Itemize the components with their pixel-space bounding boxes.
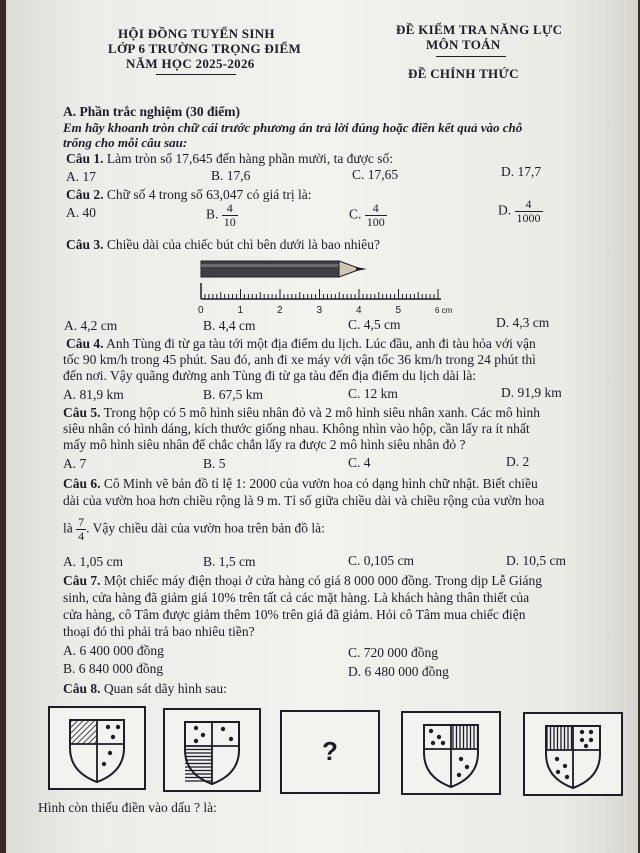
q2-d-num: 4	[515, 198, 543, 212]
q8-footer: Hình còn thiếu điền vào dấu ? là:	[38, 800, 217, 815]
school-year: NĂM HỌC 2025-2026	[126, 56, 255, 71]
q7-line-4: thoại đó thì phải trả bao nhiêu tiền?	[63, 624, 255, 639]
q3-body: Chiều dài của chiếc bút chì bên dưới là bao nhiêu?	[103, 237, 381, 252]
q1-label: Câu 1.	[66, 151, 104, 166]
q7-line-3: cửa hàng, cô Tâm được giảm thêm 10% trên giá đã giảm. Hỏi cô Tâm mua chiếc điện	[63, 607, 526, 622]
school-title: LỚP 6 TRƯỜNG TRỌNG ĐIỂM	[108, 41, 302, 56]
q2-option-d-letter: D.	[498, 202, 512, 218]
q3-option-d[interactable]: D. 4,3 cm	[496, 315, 550, 330]
q8-body: Quan sát dãy hình sau:	[100, 681, 227, 696]
shield-icon	[403, 713, 499, 793]
q2-option-c[interactable]	[349, 202, 387, 229]
q7-option-d[interactable]: D. 6 480 000 đồng	[348, 664, 449, 679]
q6-option-c[interactable]: C. 0,105 cm	[348, 553, 414, 568]
q6-line-2: dài của vườn hoa hơn chiều rộng là 9 m. Tỉ số giữa chiều dài và chiều rộng của vườn hoa	[63, 493, 545, 508]
official-label: ĐỀ CHÍNH THỨC	[408, 66, 519, 81]
shield-icon	[165, 710, 259, 790]
q4-line-1	[66, 336, 536, 352]
q1-text	[66, 151, 393, 167]
q2-label: Câu 2.	[66, 187, 104, 202]
q2-text	[66, 187, 311, 203]
ruler-label: 6 cm	[435, 306, 453, 315]
q1-option-b[interactable]: B. 17,6	[211, 168, 251, 183]
q2-option-b-fraction	[222, 202, 238, 229]
q5-body-1: Trong hộp có 5 mô hình siêu nhân đỏ và 2 mô hình siêu nhân xanh. Các mô hình	[100, 405, 540, 420]
pattern-figure-missing	[280, 710, 380, 794]
ruler-label: 1	[237, 305, 244, 316]
q4-label: Câu 4.	[66, 336, 104, 351]
q7-option-c[interactable]: C. 720 000 đồng	[348, 645, 439, 660]
q6-ratio-fraction	[76, 516, 86, 543]
q7-line-1	[63, 573, 542, 589]
q3-label: Câu 3.	[66, 237, 104, 252]
q7-option-b[interactable]: B. 6 840 000 đồng	[63, 661, 164, 676]
q5-option-a[interactable]: A. 7	[63, 456, 87, 471]
q6-frac-den: 4	[78, 529, 85, 543]
q4-option-b[interactable]: B. 67,5 km	[203, 387, 264, 402]
q8-label: Câu 8.	[63, 681, 101, 696]
q3-option-c[interactable]: C. 4,5 cm	[348, 317, 401, 332]
q4-line-2: tốc 90 km/h trong 45 phút. Sau đó, anh đi xe máy với vận tốc 36 km/h trong 24 phút thì	[63, 352, 536, 367]
pattern-figure-5	[523, 712, 623, 796]
pencil-body	[201, 261, 339, 277]
q2-c-num: 4	[365, 202, 387, 216]
q1-option-c[interactable]: C. 17,65	[352, 167, 399, 182]
q7-line-2: sinh, cửa hàng đã giảm giá 10% trên tất cả các mặt hàng. Là khách hàng thân thiết của	[63, 590, 530, 605]
ruler-label: 0	[198, 305, 204, 316]
q2-b-num: 4	[222, 202, 238, 216]
q7-label: Câu 7.	[63, 573, 101, 588]
exam-title: ĐỀ KIỂM TRA NĂNG LỰC	[396, 22, 563, 37]
q5-option-d[interactable]: D. 2	[506, 454, 530, 469]
q2-option-b[interactable]	[206, 202, 238, 229]
q6-frac-num: 7	[78, 515, 85, 529]
ruler-ticks	[201, 289, 438, 299]
q2-option-a[interactable]: A. 40	[66, 205, 96, 220]
pattern-figure-2	[163, 708, 261, 792]
q5-line-1	[63, 405, 540, 421]
shield-icon	[50, 708, 144, 788]
q4-option-a[interactable]: A. 81,9 km	[63, 387, 124, 402]
q4-option-c[interactable]: C. 12 km	[348, 386, 398, 401]
instruction-line-2: trống cho mỗi câu sau:	[63, 135, 188, 150]
q6-option-b[interactable]: B. 1,5 cm	[203, 554, 256, 569]
q6-option-a[interactable]: A. 1,05 cm	[63, 554, 123, 569]
q7-body-1: Một chiếc máy điện thoại ở cửa hàng có giá 8 000 000 đồng. Trong dịp Lễ Giáng	[100, 573, 543, 588]
subject-rule	[436, 56, 506, 57]
pattern-figure-1	[48, 706, 146, 790]
q6-label: Câu 6.	[63, 476, 101, 491]
ruler-label: 2	[277, 305, 283, 316]
q6-line-1	[63, 476, 538, 492]
q6-line-3-post: . Vậy chiều dài của vườn hoa trên bản đồ là:	[86, 520, 325, 536]
q4-option-d[interactable]: D. 91,9 km	[501, 385, 562, 400]
pencil-ruler-figure	[191, 255, 481, 317]
q5-line-3: mấy mô hình siêu nhân để chắc chắn lấy ra được 2 mô hình siêu nhân đỏ ?	[63, 437, 466, 452]
q4-line-3: đến nơi. Vậy quãng đường anh Tùng đi từ ga tàu đến địa điểm du lịch dài là:	[63, 368, 477, 383]
subject-title: MÔN TOÁN	[426, 37, 501, 52]
q5-label: Câu 5.	[63, 405, 101, 420]
q2-c-den: 100	[366, 215, 385, 229]
exam-paper	[6, 0, 638, 853]
ruler-label: 3	[316, 305, 323, 316]
q5-option-c[interactable]: C. 4	[348, 455, 371, 470]
q1-option-d[interactable]: D. 17,7	[501, 164, 542, 179]
ruler-label: 5	[395, 305, 402, 316]
q2-option-d-fraction	[515, 198, 543, 225]
ruler-label: 4	[356, 305, 362, 316]
q8-text	[63, 681, 227, 697]
q3-option-b[interactable]: B. 4,4 cm	[203, 318, 256, 333]
ruler-labels	[198, 305, 453, 316]
shield-icon	[525, 714, 621, 794]
q3-text	[66, 237, 380, 253]
q2-b-den: 10	[223, 215, 236, 229]
q5-option-b[interactable]: B. 5	[203, 456, 226, 471]
q2-option-b-letter: B.	[206, 206, 219, 222]
q2-body: Chữ số 4 trong số 63,047 có giá trị là:	[103, 187, 312, 202]
q4-body-1: Anh Tùng đi từ ga tàu tới một địa điểm du lịch. Lúc đầu, anh đi tàu hỏa với vận	[103, 336, 536, 351]
q3-option-a[interactable]: A. 4,2 cm	[64, 318, 118, 333]
missing-figure-mark: ?	[322, 736, 338, 766]
q2-option-d[interactable]	[498, 198, 543, 225]
pattern-figure-4	[401, 711, 501, 795]
q6-body-1: Cô Minh vẽ bản đồ tỉ lệ 1: 2000 của vườn hoa có dạng hình chữ nhật. Biết chiều	[100, 476, 538, 491]
q6-option-d[interactable]: D. 10,5 cm	[506, 553, 566, 568]
q2-d-den: 1000	[516, 211, 541, 225]
section-a-title: A. Phần trắc nghiệm (30 điểm)	[63, 104, 240, 119]
q6-line-3-pre: là	[63, 520, 73, 536]
q2-option-c-letter: C.	[349, 206, 362, 222]
q2-option-c-fraction	[365, 202, 387, 229]
instruction-line-1: Em hãy khoanh tròn chữ cái trước phương án trả lời đúng hoặc điền kết quả vào chỗ	[63, 120, 523, 135]
header-rule	[156, 74, 236, 75]
q7-option-a[interactable]: A. 6 400 000 đồng	[63, 643, 164, 658]
council-title: HỘI ĐỒNG TUYỂN SINH	[118, 26, 275, 41]
q1-body: Làm tròn số 17,645 đến hàng phần mười, ta được số:	[103, 151, 394, 166]
q1-option-a[interactable]: A. 17	[66, 169, 96, 184]
q6-line-3	[63, 516, 325, 543]
q5-line-2: siêu nhân có hình dáng, kích thước giống nhau. Không nhìn vào hộp, cần lấy ra ít nhất	[63, 421, 530, 436]
